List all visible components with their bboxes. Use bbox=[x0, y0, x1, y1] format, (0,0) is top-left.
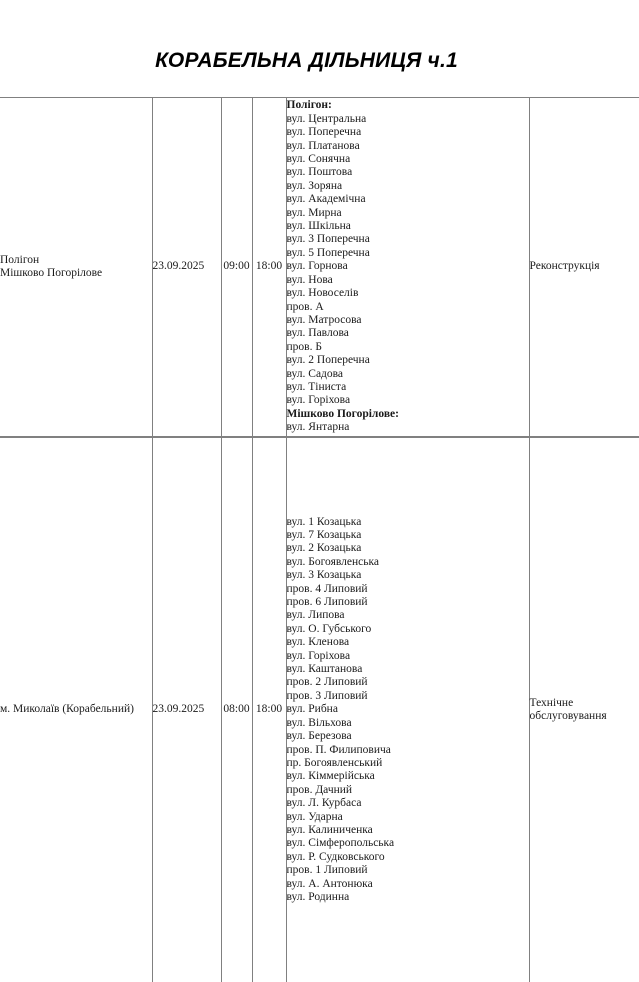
street-item: пров. 3 Липовий bbox=[287, 690, 529, 703]
street-item: вул. Павлова bbox=[287, 327, 529, 340]
street-item: пров. А bbox=[287, 301, 529, 314]
street-item: вул. Мирна bbox=[287, 207, 529, 220]
street-item: вул. Березова bbox=[287, 730, 529, 743]
street-item: вул. Матросова bbox=[287, 314, 529, 327]
street-item: вул. Р. Судковського bbox=[287, 851, 529, 864]
street-item: вул. 3 Поперечна bbox=[287, 233, 529, 246]
start-time-cell: 08:00 bbox=[221, 437, 252, 982]
street-item: вул. 3 Козацька bbox=[287, 569, 529, 582]
street-item: вул. Шкільна bbox=[287, 220, 529, 233]
street-item: вул. Вільхова bbox=[287, 717, 529, 730]
street-item: вул. 2 Козацька bbox=[287, 542, 529, 555]
street-item: вул. А. Антонюка bbox=[287, 878, 529, 891]
street-item: вул. 1 Козацька bbox=[287, 516, 529, 529]
street-item: вул. Нова bbox=[287, 274, 529, 287]
street-item: вул. Центральна bbox=[287, 113, 529, 126]
street-item: вул. 2 Поперечна bbox=[287, 354, 529, 367]
street-item: пров. Б bbox=[287, 341, 529, 354]
street-item: вул. Академічна bbox=[287, 193, 529, 206]
street-item: вул. Янтарна bbox=[287, 421, 529, 434]
street-item: вул. Тіниста bbox=[287, 381, 529, 394]
end-time-cell: 18:00 bbox=[252, 98, 286, 438]
outage-schedule-table bbox=[0, 97, 639, 982]
start-time-cell: 09:00 bbox=[221, 98, 252, 438]
street-item: вул. Ударна bbox=[287, 811, 529, 824]
streets-cell bbox=[286, 98, 529, 438]
page-title: КОРАБЕЛЬНА ДІЛЬНИЦЯ ч.1 bbox=[0, 48, 613, 74]
street-group-header: Полігон: bbox=[287, 99, 529, 112]
street-group-header: Мішково Погорілове: bbox=[287, 408, 529, 421]
street-item: пров. 1 Липовий bbox=[287, 864, 529, 877]
street-item: вул. Калиниченка bbox=[287, 824, 529, 837]
location-line: Полігон bbox=[0, 254, 152, 267]
street-item: вул. 5 Поперечна bbox=[287, 247, 529, 260]
date-cell: 23.09.2025 bbox=[152, 437, 221, 982]
street-item: вул. Горіхова bbox=[287, 394, 529, 407]
outage-row bbox=[0, 98, 639, 438]
street-item: вул. Горіхова bbox=[287, 650, 529, 663]
street-item: пров. Дачний bbox=[287, 784, 529, 797]
street-item: пр. Богоявленський bbox=[287, 757, 529, 770]
street-item: вул. Родинна bbox=[287, 891, 529, 904]
end-time-cell: 18:00 bbox=[252, 437, 286, 982]
streets-cell bbox=[286, 437, 529, 982]
date-cell: 23.09.2025 bbox=[152, 98, 221, 438]
street-item: вул. Садова bbox=[287, 368, 529, 381]
location-line: Мішково Погорілове bbox=[0, 267, 152, 280]
location-cell bbox=[0, 98, 152, 438]
street-item: вул. Кленова bbox=[287, 636, 529, 649]
document-page bbox=[0, 48, 613, 881]
street-item: пров. П. Филиповича bbox=[287, 744, 529, 757]
street-item: вул. Липова bbox=[287, 609, 529, 622]
street-item: пров. 2 Липовий bbox=[287, 676, 529, 689]
street-item: вул. О. Губського bbox=[287, 623, 529, 636]
street-item: вул. Сімферопольська bbox=[287, 837, 529, 850]
street-item: вул. Каштанова bbox=[287, 663, 529, 676]
street-item: вул. Горнова bbox=[287, 260, 529, 273]
outage-row bbox=[0, 437, 639, 982]
street-item: пров. 6 Липовий bbox=[287, 596, 529, 609]
location-line: м. Миколаїв (Корабельний) bbox=[0, 703, 152, 716]
street-item: вул. Поштова bbox=[287, 166, 529, 179]
street-item: вул. Платанова bbox=[287, 140, 529, 153]
street-item: вул. Сонячна bbox=[287, 153, 529, 166]
street-item: вул. Зоряна bbox=[287, 180, 529, 193]
reason-cell: Реконструкція bbox=[529, 98, 639, 438]
street-item: вул. 7 Козацька bbox=[287, 529, 529, 542]
street-item: вул. Л. Курбаса bbox=[287, 797, 529, 810]
street-item: вул. Рибна bbox=[287, 703, 529, 716]
reason-cell: Технічне обслуговування bbox=[529, 437, 639, 982]
street-item: вул. Кіммерійська bbox=[287, 770, 529, 783]
street-item: пров. 4 Липовий bbox=[287, 583, 529, 596]
location-cell bbox=[0, 437, 152, 982]
street-item: вул. Богоявленська bbox=[287, 556, 529, 569]
street-item: вул. Новоселів bbox=[287, 287, 529, 300]
table-body bbox=[0, 98, 639, 982]
street-item: вул. Поперечна bbox=[287, 126, 529, 139]
